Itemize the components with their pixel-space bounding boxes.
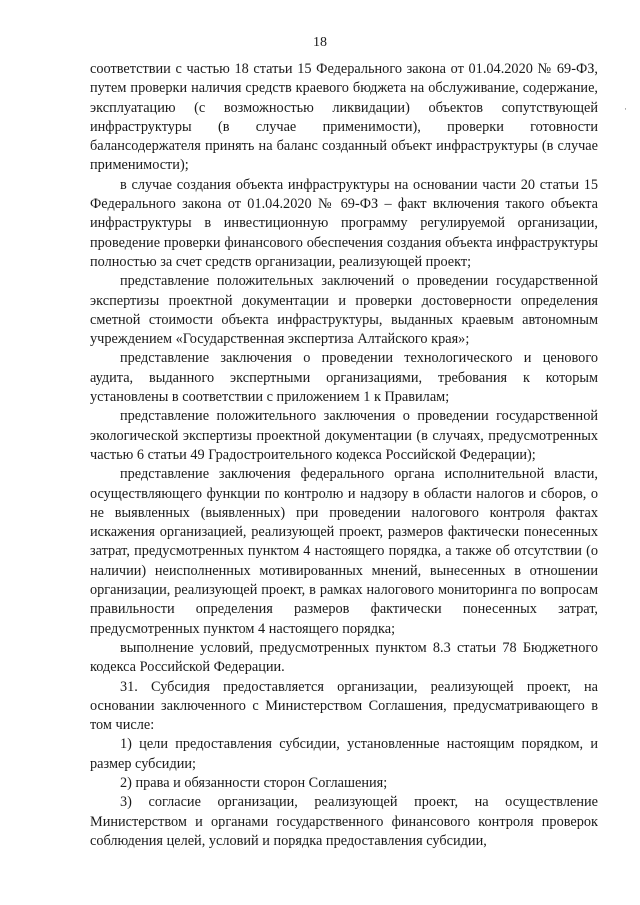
paragraph-state-expertise: представление положительных заключений о проведении государственной экспертизы проектной документации и проверки достоверности определения сметной стоимости объекта инфраструктуры, выданных краевым автономным учреждением «Государственная экспертиза Алтайского края»; [90, 273, 598, 348]
margin-mark: · [624, 104, 627, 114]
list-item-1: 1) цели предоставления субсидии, установленные настоящим порядком, и размер субсидии; [90, 736, 598, 772]
paragraph-budget-code: выполнение условий, предусмотренных пунктом 8.3 статьи 78 Бюджетного кодекса Российской Федерации. [90, 639, 598, 676]
paragraph-continuation: соответствии с частью 18 статьи 15 Федерального закона от 01.04.2020 № 69-ФЗ, путем проверки наличия средств краевого бюджета на обслуживание, содержание, эксплуатацию (с возможностью ликвидации) объектов сопутствующей инфраструктуры (в случае применимости), проверки готовности балансодержателя принять на баланс созданный объект инфраструктуры (в случае применимости); [90, 61, 598, 174]
paragraph-tax-authority: представление заключения федерального органа исполнительной власти, осуществляющего функции по контролю и надзору в области налогов и сборов, о не выявленных (выявленных) при проведении налогового контроля фактах искажения организацией, реализующей проект, размеров фактически понесенных затрат, предусмотренных пунктом 4 настоящего порядка, а также об отсутствии (о наличии) неисполненных мотивированных мнений, вынесенных в отношении организации, реализующей проект, в рамках налогового мониторинга по вопросам правильности определения размеров фактически понесенных затрат, предусмотренных пунктом 4 настоящего порядка; [90, 466, 598, 637]
paragraph-ecological-expertise: представление положительного заключения о проведении государственной экологической экспертизы проектной документации (в случаях, предусмотренных частью 6 статьи 49 Градостроительного кодекса Российской Федерации); [90, 408, 598, 463]
paragraph-technology-audit: представление заключения о проведении технологического и ценового аудита, выданного экспертными организациями, требования к которым установлены в соответствии с приложением 1 к Правилам; [90, 350, 598, 406]
paragraph-clause-31: 31. Субсидия предоставляется организации, реализующей проект, на основании заключенного с Министерством Соглашения, предусматривающего в том числе: [90, 678, 598, 734]
paragraph-infrastructure-creation: в случае создания объекта инфраструктуры на основании части 20 статьи 15 Федерального закона от 01.04.2020 № 69-ФЗ – факт включения такого объекта инфраструктуры в инвестиционную программу регулируемой организации, проведение проверки финансового обеспечения создания объекта инфраструктуры полностью за счет средств организации, реализующей проект; [90, 176, 598, 270]
list-item-2: 2) права и обязанности сторон Соглашения; [120, 774, 388, 791]
document-body [90, 60, 598, 851]
page-number: 18 [313, 35, 327, 50]
list-item-3: 3) согласие организации, реализующей проект, на осуществление Министерством и органами государственного финансового контроля проверок соблюдения целей, условий и порядка предоставления субсидии, [90, 794, 598, 849]
